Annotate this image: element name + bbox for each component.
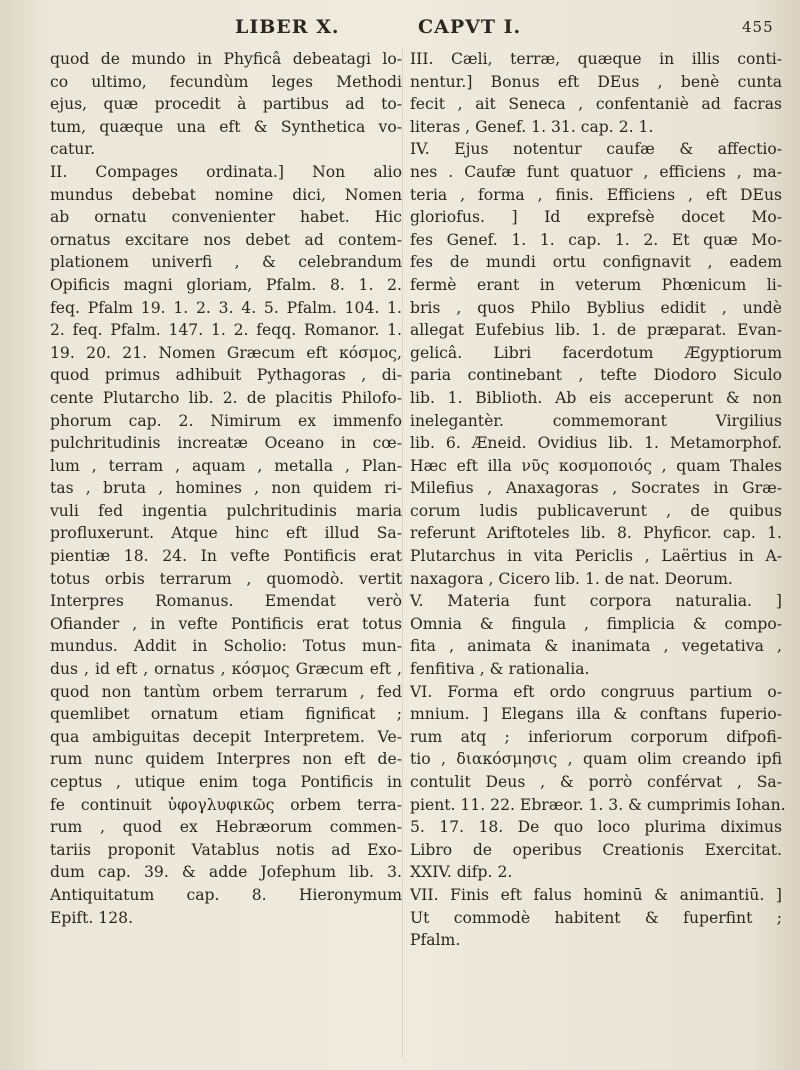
text-line: XXIV. difp. 2.: [410, 863, 513, 882]
text-line: qua ambiguitas decepit Interpretem. Ve-: [50, 727, 402, 746]
text-line: dus , id eft , ornatus , κόσμος Græcum eft ,: [50, 660, 402, 679]
text-line: literas , Genef. 1. 31. cap. 2. 1.: [410, 117, 654, 136]
text-line: Antiquitatum cap. 8. Hieronymum: [50, 885, 402, 904]
running-header: [0, 14, 800, 44]
text-line: naxagora , Cicero lib. 1. de nat. Deorum.: [410, 569, 733, 588]
text-line: tio , διακόσμησις , quam olim creando ipfi: [410, 750, 782, 769]
text-line: pientiæ 18. 24. In vefte Pontificis erat: [50, 547, 402, 566]
text-line: nes . Caufæ funt quatuor , efficiens , ma-: [410, 162, 782, 181]
text-line: pient. 11. 22. Ebræor. 1. 3. & cumprimis Iohan.: [410, 795, 786, 814]
text-line: lum , terram , aquam , metalla , Plan-: [50, 456, 402, 475]
text-line: co ultimo, fecundùm leges Methodi: [50, 72, 402, 91]
text-line: quemlibet ornatum etiam fignificat ;: [50, 705, 402, 724]
text-line: fes de mundi ortu confignavit , eadem: [410, 253, 782, 272]
text-line: pulchritudinis increatæ Oceano in cœ-: [50, 434, 402, 453]
text-line: Ofiander , in vefte Pontificis erat totus: [50, 614, 402, 633]
text-line: paria continebant , tefte Diodoro Siculo: [410, 366, 782, 385]
text-line: 19. 20. 21. Nomen Græcum eft κόσμος,: [50, 343, 402, 362]
text-line: tas , bruta , homines , non quidem ri-: [50, 479, 402, 498]
page-number: 455: [742, 18, 774, 36]
text-line: Libro de operibus Creationis Exercitat.: [410, 840, 782, 859]
text-line: 5. 17. 18. De quo loco plurima diximus: [410, 818, 782, 837]
text-line: Opificis magni gloriam, Pfalm. 8. 1. 2.: [50, 275, 402, 294]
text-line: lib. 6. Æneid. Ovidius lib. 1. Metamorphof.: [410, 434, 782, 453]
text-line: catur.: [50, 140, 96, 159]
text-line: ab ornatu convenienter habet. Hic: [50, 208, 402, 227]
book-title: LIBER X.: [235, 16, 340, 38]
text-line: ceptus , utique enim toga Pontificis in: [50, 773, 402, 791]
column-gutter: [402, 48, 403, 1058]
text-line: fecit , ait Seneca , confentaniè ad facras: [410, 95, 782, 114]
text-line: Epift. 128.: [50, 908, 134, 927]
text-line: dum cap. 39. & adde Jofephum lib. 3.: [50, 863, 402, 882]
text-line: vuli fed ingentia pulchritudinis maria: [50, 501, 402, 520]
text-line: III. Cæli, terræ, quæque in illis conti-: [410, 50, 782, 68]
right-text-column: [410, 48, 786, 952]
text-line: lib. 1. Biblioth. Ab eis acceperunt & non: [410, 388, 782, 407]
text-line: fenfitiva , & rationalia.: [410, 660, 590, 679]
text-line: fes Genef. 1. 1. cap. 1. 2. Et quæ Mo-: [410, 230, 782, 249]
text-line: cente Plutarcho lib. 2. de placitis Philofo-: [50, 388, 402, 407]
text-line: inelegantèr. commemorant Virgilius: [410, 411, 782, 430]
text-line: gloriofus. ] Id exprefsè docet Mo-: [410, 208, 782, 227]
text-line: quod primus adhibuit Pythagoras , di-: [50, 366, 402, 385]
text-line: totus orbis terrarum , quomodò. vertit: [50, 569, 402, 588]
text-line: VI. Forma eft ordo congruus partium o-: [410, 682, 782, 701]
text-line: IV. Ejus notentur caufæ & affectio-: [410, 140, 782, 159]
text-line: mundus debebat nomine dici, Nomen: [50, 185, 402, 204]
left-text-column: [50, 48, 402, 929]
text-line: allegat Eufebius lib. 1. de præparat. Evan-: [410, 321, 782, 340]
text-line: fita , animata & inanimata , vegetativa ,: [410, 637, 782, 656]
text-line: plationem univerfi , & celebrandum: [50, 253, 402, 272]
text-line: Omnia & fingula , fimplicia & compo-: [410, 614, 782, 633]
text-line: V. Materia funt corpora naturalia. ]: [410, 592, 782, 611]
text-line: mnium. ] Elegans illa & conftans fuperio-: [410, 705, 782, 724]
text-line: referunt Ariftoteles lib. 8. Phyficor. cap. 1.: [410, 524, 782, 543]
text-line: II. Compages ordinata.] Non alio: [50, 162, 402, 181]
text-line: quod non tantùm orbem terrarum , fed: [50, 682, 402, 701]
text-line: ornatus excitare nos debet ad contem-: [50, 230, 402, 249]
text-line: Interpres Romanus. Emendat verò: [50, 592, 402, 611]
text-line: feq. Pfalm 19. 1. 2. 3. 4. 5. Pfalm. 104. 1.: [50, 298, 402, 317]
text-line: rum , quod ex Hebræorum commen-: [50, 818, 402, 837]
text-line: VII. Finis eft falus hominū & animantiū. ]: [410, 885, 782, 904]
text-line: teria , forma , finis. Efficiens , eft DEus: [410, 185, 782, 204]
text-line: 2. feq. Pfalm. 147. 1. 2. feqq. Romanor. 1.: [50, 321, 402, 340]
text-line: tum, quæque una eft & Synthetica vo-: [50, 117, 402, 136]
text-line: corum ludis publicaverunt , de quibus: [410, 501, 782, 520]
text-line: mundus. Addit in Scholio: Totus mun-: [50, 637, 402, 656]
text-line: fermè erant in veterum Phœnicum li-: [410, 275, 782, 294]
text-line: gelicâ. Libri facerdotum Ægyptiorum: [410, 343, 782, 362]
text-line: Plutarchus in vita Periclis , Laërtius in A-: [410, 547, 782, 566]
text-line: ejus, quæ procedit à partibus ad to-: [50, 95, 402, 114]
text-line: Pfalm.: [410, 931, 461, 950]
text-line: contulit Deus , & porrò conférvat , Sa-: [410, 773, 782, 791]
text-line: Hæc eft illa νῦς κοσμοποιός , quam Thales: [410, 456, 782, 475]
text-line: bris , quos Philo Byblius edidit , undè: [410, 298, 782, 317]
text-line: Milefius , Anaxagoras , Socrates in Græ-: [410, 479, 782, 498]
text-line: Ut commodè habitent & fuperfint ;: [410, 908, 782, 927]
chapter-title: CAPVT I.: [418, 16, 522, 38]
text-line: rum nunc quidem Interpres non eft de-: [50, 750, 402, 769]
text-line: rum atq ; inferiorum corporum difpofi-: [410, 727, 782, 746]
text-line: phorum cap. 2. Nimirum ex immenfo: [50, 411, 402, 430]
text-line: profluxerunt. Atque hinc eft illud Sa-: [50, 524, 402, 543]
text-line: tariis proponit Vatablus notis ad Exo-: [50, 840, 402, 859]
text-line: quod de mundo in Phyficâ debeatagi lo-: [50, 50, 402, 68]
text-line: nentur.] Bonus eft DEus , benè cunta: [410, 72, 782, 91]
text-line: fe continuit ὑφογλυφικῶς orbem terra-: [50, 795, 402, 814]
